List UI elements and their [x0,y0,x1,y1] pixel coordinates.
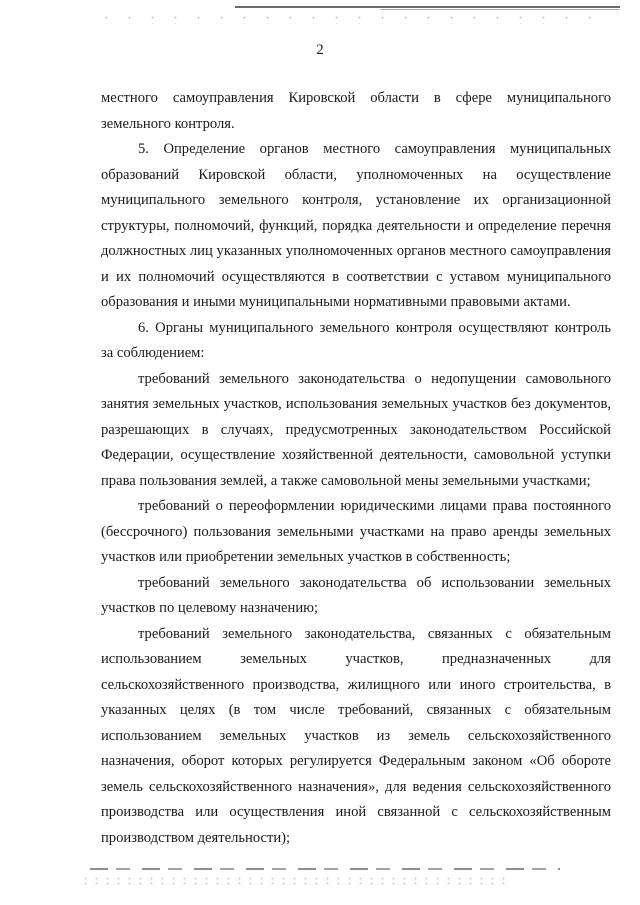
paragraph-5: 5. Определение органов местного самоуправления муниципальных образований Кировской области, уполномоченных на осуществление муниципального земельного контроля, установление их организационной структуры, полномочий, функций, порядка деятельности и определение перечня должностных лиц указанных уполномоченных органов местного самоуправления и их полномочий осуществляются в соответствии с уставом муниципального образования и иными муниципальными нормативными правовыми актами. [101,141,611,310]
scan-artifact-bottom-noise [80,876,510,886]
document-body [101,86,611,851]
paragraph-6-item-re-registration: требований о переоформлении юридическими лицами права постоянного (бессрочного) пользования земельными участками на право аренды земельных участков или приобретении земельных участков в собственность; [101,498,611,565]
page-number: 2 [316,42,324,58]
paragraph-6: 6. Органы муниципального земельного контроля осуществляют контроль за соблюдением: [101,319,611,361]
scan-artifact-top-line-secondary [380,9,620,10]
paragraph-6-item-intended-use: требований земельного законодательства об использовании земельных участков по целевому назначению; [101,574,611,616]
paragraph-6-item-unauthorized-occupation: требований земельного законодательства о недопущении самовольного занятия земельных участков, использования земельных участков без документов, разрешающих в случаях, предусмотренных законодательством Российской Федерации, осуществление хозяйственной деятельности, самовольной уступки права пользования землей, а также самовольной мены земельными участками; [101,370,611,489]
scan-artifact-bottom-line [90,868,560,870]
scan-artifact-top-noise [95,14,595,24]
paragraph-continued: местного самоуправления Кировской области в сфере муниципального земельного контроля. [101,90,611,132]
scan-artifact-top-line [235,6,620,8]
paragraph-6-item-mandatory-use: требований земельного законодательства, связанных с обязательным использованием земельных участков, предназначенных для сельскохозяйственного производства, жилищного или иного строительства, в указанных целях (в том числе требований, связанных с обязательным использованием земельных участков из земель сельскохозяйственного назначения, оборот которых регулируется Федеральным законом «Об обороте земель сельскохозяйственного назначения», для ведения сельскохозяйственного производства или осуществления иной связанной с сельскохозяйственным производством деятельности); [101,625,611,846]
